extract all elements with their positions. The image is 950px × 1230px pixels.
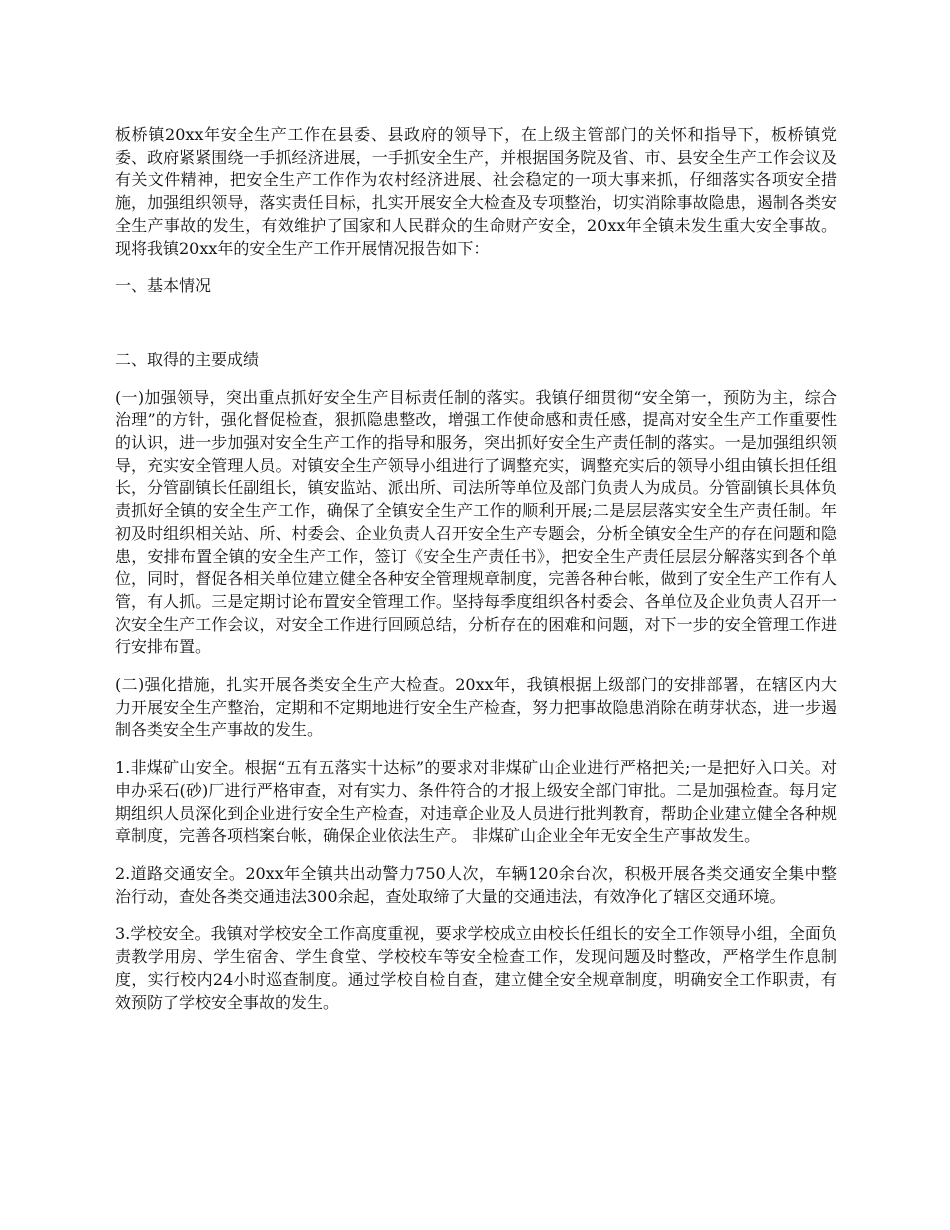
paragraph-non-coal-mine-safety: 1.非煤矿山安全。根据“五有五落实十达标”的要求对非煤矿山企业进行严格把关;一是把好入口关。对申办采石(砂)厂进行严格审查，对有实力、条件符合的才报上级安全部门审批。二是加强检查。每月定期组织人员深化到企业进行安全生产检查，对违章企业及人员进行批判教育，帮助企业建立健全各种规章制度，完善各项档案台帐，确保企业依法生产。 非煤矿山企业全年无安全生产事故发生。 [115,758,837,846]
paragraph-school-safety: 3.学校安全。我镇对学校安全工作高度重视，要求学校成立由校长任组长的安全工作领导小组，全面负责教学用房、学生宿舍、学生食堂、学校校车等安全检查工作，发现问题及时整改，严格学生作息制度，实行校内24小时巡查制度。通过学校自检自查，建立健全安全规章制度，明确安全工作职责，有效预防了学校安全事故的发生。 [115,924,837,1012]
blank-space [115,313,837,349]
document-body [115,124,837,1029]
intro-paragraph: 板桥镇20xx年安全生产工作在县委、县政府的领导下，在上级主管部门的关怀和指导下，板桥镇党委、政府紧紧围绕一手抓经济进展，一手抓安全生产，并根据国务院及省、市、县安全生产工作会议及有关文件精神，把安全生产工作作为农村经济进展、社会稳定的一项大事来抓，仔细落实各项安全措施，加强组织领导，落实责任目标，扎实开展安全大检查及专项整治，切实消除事故隐患，遏制各类安全生产事故的发生，有效维护了国家和人民群众的生命财产安全，20xx年全镇未发生重大安全事故。现将我镇20xx年的安全生产工作开展情况报告如下： [115,125,837,258]
section-heading-basic-situation: 一、基本情况 [115,276,212,296]
section-heading-main-achievements: 二、取得的主要成绩 [115,349,260,369]
paragraph-leadership: (一)加强领导，突出重点抓好安全生产目标责任制的落实。我镇仔细贯彻“安全第一，预防为主，综合治理”的方针，强化督促检查，狠抓隐患整改，增强工作使命感和责任感，提高对安全生产工作重要性的认识，进一步加强对安全生产工作的指导和服务，突出抓好安全生产责任制的落实。一是加强组织领导，充实安全管理人员。对镇安全生产领导小组进行了调整充实，调整充实后的领导小组由镇长担任组长，分管副镇长任副组长，镇安监站、派出所、司法所等单位及部门负责人为成员。分管副镇长具体负责抓好全镇的安全生产工作，确保了全镇安全生产工作的顺利开展;二是层层落实安全生产责任制。年初及时组织相关站、所、村委会、企业负责人召开安全生产专题会，分析全镇安全生产的存在问题和隐患，安排布置全镇的安全生产工作，签订《安全生产责任书》，把安全生产责任层层分解落实到各个单位，同时，督促各相关单位建立健全各种安全管理规章制度，完善各种台帐，做到了安全生产工作有人管，有人抓。三是定期讨论布置安全管理工作。坚持每季度组织各村委会、各单位及企业负责人召开一次安全生产工作会议，对安全工作进行回顾总结，分析存在的困难和问题，对下一步的安全管理工作进行安排布置。 [115,387,837,657]
paragraph-inspection-measures: (二)强化措施，扎实开展各类安全生产大检查。20xx年，我镇根据上级部门的安排部署，在辖区内大力开展安全生产整治，定期和不定期地进行安全生产检查，努力把事故隐患消除在萌芽状态，进一步遏制各类安全生产事故的发生。 [115,675,837,740]
paragraph-road-traffic-safety: 2.道路交通安全。20xx年全镇共出动警力750人次，车辆120余台次，积极开展各类交通安全集中整治行动，查处各类交通违法300余起，查处取缔了大量的交通违法，有效净化了辖区交通环境。 [115,863,837,906]
